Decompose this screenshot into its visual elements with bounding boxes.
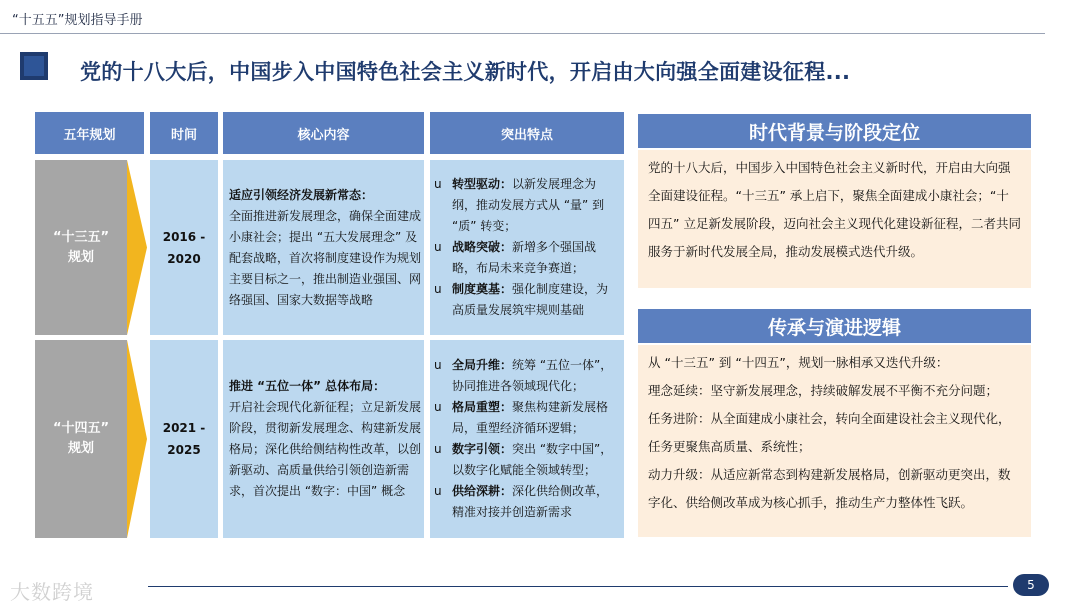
panel-logic-line: 理念延续：坚守新发展理念，持续破解发展不平衡不充分问题； xyxy=(648,383,999,398)
feature-title: 数字引领： xyxy=(452,442,513,456)
feature-item xyxy=(434,481,620,523)
document-title: “十五五”规划指导手册 xyxy=(12,13,143,28)
bullet-icon: u xyxy=(434,400,442,414)
feature-title: 转型驱动： xyxy=(452,177,513,191)
panel-logic-line: 任务进阶：从全面建成小康社会，转向全面建设社会主义现代化，任务更聚焦高质量、系统性； xyxy=(648,411,1011,454)
brand-logo xyxy=(10,576,94,605)
header-features: 突出特点 xyxy=(430,112,624,154)
feature-item xyxy=(434,355,620,397)
feature-text: 强化制度建设，为高质量发展筑牢规则基础 xyxy=(452,282,609,317)
feature-item xyxy=(434,237,620,279)
header-core: 核心内容 xyxy=(223,112,424,154)
feature-item xyxy=(434,439,620,481)
panel-logic-line: 从 “十三五” 到 “十四五”，规划一脉相承又迭代升级： xyxy=(648,355,949,370)
feature-text: 以新发展理念为纲，推动发展方式从 “量” 到 “质” 转变； xyxy=(452,177,605,233)
plan-name: “十四五” xyxy=(52,421,110,436)
panel-background-body xyxy=(638,150,1031,288)
header-divider xyxy=(0,33,1045,34)
feature-title: 供给深耕： xyxy=(452,484,513,498)
time-end: 2025 xyxy=(167,443,201,457)
headline-marker xyxy=(20,52,48,80)
feature-text: 统筹 “五位一体”，协同推进各领域现代化； xyxy=(452,358,613,393)
panel-logic-line: 动力升级：从适应新常态到构建新发展格局，创新驱动更突出，数字化、供给侧改革成为核心抓手，推动生产力整体性飞跃。 xyxy=(648,467,1011,510)
feature-title: 全局升维： xyxy=(452,358,513,372)
header-plan: 五年规划 xyxy=(35,112,144,154)
time-start: 2016 - xyxy=(162,229,206,244)
feature-title: 格局重塑： xyxy=(452,400,513,414)
time-cell-14th xyxy=(150,340,218,538)
core-title: 推进 “五位一体” 总体布局： xyxy=(229,379,386,393)
panel-logic-title: 传承与演进逻辑 xyxy=(638,309,1031,343)
plan-suffix: 规划 xyxy=(67,441,94,456)
plan-name: “十三五” xyxy=(52,229,110,245)
page-headline: 党的十八大后，中国步入中国特色社会主义新时代，开启由大向强全面建设征程... xyxy=(80,60,851,84)
bullet-icon: u xyxy=(434,282,442,296)
panel-logic-body xyxy=(638,345,1031,537)
time-cell-13th xyxy=(150,160,218,335)
plan-cell-13th xyxy=(35,160,127,335)
panel-background-title: 时代背景与阶段定位 xyxy=(638,114,1031,148)
arrow-icon xyxy=(127,340,147,538)
bullet-icon: u xyxy=(434,177,442,191)
bullet-icon: u xyxy=(434,358,442,372)
time-start: 2021 - xyxy=(162,421,206,435)
core-body: 开启社会现代化新征程；立足新发展阶段，贯彻新发展理念、构建新发展格局；深化供给侧结构性改革，以创新驱动、高质量供给引领创造新需求，首次提出 “数字：中国” 概念 xyxy=(229,400,422,498)
bullet-icon: u xyxy=(434,240,442,254)
core-cell-14th xyxy=(223,340,424,538)
panel-background-text: 党的十八大后，中国步入中国特色社会主义新时代，开启由大向强全面建设征程。“十三五” 承上启下，聚焦全面建成小康社会；“十四五” 立足新发展阶段，迈向社会主义现代化建设新征程，二者共同服务于新时代发展全局，推动发展模式迭代升级。 xyxy=(648,160,1021,259)
feature-title: 制度奠基： xyxy=(452,282,513,296)
feature-item xyxy=(434,279,620,321)
feature-text: 突出 “数字中国”，以数字化赋能全领域转型； xyxy=(452,442,613,477)
feature-title: 战略突破： xyxy=(452,240,513,254)
bullet-icon: u xyxy=(434,484,442,498)
features-cell-14th xyxy=(430,340,624,538)
feature-text: 聚焦构建新发展格局，重塑经济循环逻辑； xyxy=(452,400,609,435)
features-cell-13th xyxy=(430,160,624,335)
time-end: 2020 xyxy=(167,251,201,266)
core-body: 全面推进新发展理念，确保全面建成小康社会；提出 “五大发展理念” 及配套战略，首次将制度建设作为规划主要目标之一，推出制造业强国、网络强国、国家大数据等战略 xyxy=(229,208,422,307)
brand-logo-text: 大数跨境 xyxy=(10,580,94,604)
footer-divider xyxy=(148,586,1008,587)
feature-text: 深化供给侧改革，精准对接并创造新需求 xyxy=(452,484,609,519)
arrow-icon xyxy=(127,160,147,335)
feature-text: 新增多个强国战略，布局未来竞争赛道； xyxy=(452,240,597,275)
bullet-icon: u xyxy=(434,442,442,456)
core-title: 适应引领经济发展新常态： xyxy=(229,187,374,202)
plan-cell-14th xyxy=(35,340,127,538)
feature-item xyxy=(434,397,620,439)
plan-suffix: 规划 xyxy=(67,249,94,265)
header-time: 时间 xyxy=(150,112,218,154)
feature-item xyxy=(434,174,620,237)
core-cell-13th xyxy=(223,160,424,335)
page-number-badge: 5 xyxy=(1013,574,1049,596)
